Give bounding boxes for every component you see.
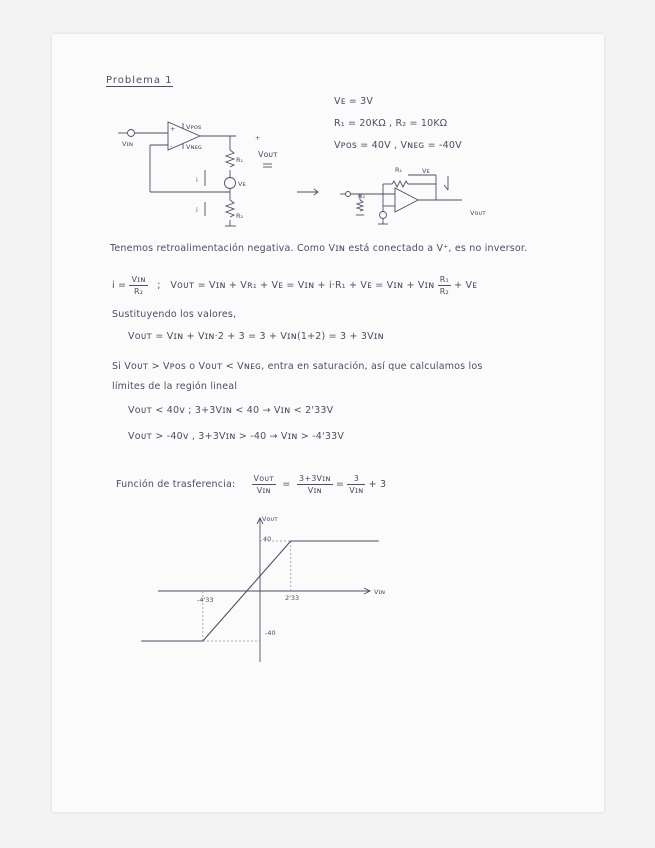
param-ve: Vᴇ = 3V	[334, 96, 374, 107]
label-vout-plus: +	[255, 134, 261, 142]
equation-vout: Vᴏᴜᴛ = Vɪɴ + Vɪɴ·2 + 3 = 3 + Vɪɴ(1+2) = 3 + 3Vɪɴ	[128, 331, 384, 342]
text-linear-region: límites de la región lineal	[112, 381, 238, 392]
label-vneg: Vɴᴇɢ	[186, 143, 202, 151]
text-substituting: Sustituyendo los valores,	[112, 309, 237, 320]
graph-ylabel: Vᴏᴜᴛ	[262, 515, 278, 523]
eq1-frac2-den: R₂	[439, 287, 449, 296]
label-ve-2: Vᴇ	[422, 167, 430, 175]
label-ve: Vᴇ	[238, 180, 246, 188]
eq1-frac-den: R₂	[133, 287, 144, 296]
tf-f1-num: Vᴏᴜᴛ	[253, 474, 274, 483]
graph-ytick-bottom: -40	[265, 629, 276, 637]
label-vout: Vᴏᴜᴛ	[258, 150, 278, 159]
eq1-i-lhs: i =	[112, 280, 127, 291]
param-resistors: R₁ = 20KΩ , R₂ = 10KΩ	[334, 118, 448, 129]
text-negative-feedback: Tenemos retroalimentación negativa. Como Vɪɴ está conectado a V⁺, es no inversor.	[110, 243, 528, 254]
eq1-tail: + Vᴇ	[454, 280, 478, 291]
label-r2-2: R₂	[358, 192, 366, 200]
label-r1-2: R₁	[395, 166, 403, 174]
limit-lower: Vᴏᴜᴛ > -40v , 3+3Vɪɴ > -40 → Vɪɴ > -4'33V	[128, 431, 345, 442]
label-vpos: Vᴘᴏs	[186, 123, 202, 131]
tf-eq-1: =	[282, 479, 291, 490]
text-saturation: Si Vᴏᴜᴛ > Vᴘᴏs o Vᴏᴜᴛ < Vɴᴇɢ, entra en saturación, así que calculamos los	[112, 361, 483, 372]
tf-f3-den: Vɪɴ	[349, 486, 364, 495]
graph-xlabel: Vɪɴ	[374, 588, 385, 596]
label-vout-2: Vᴏᴜᴛ	[470, 209, 486, 217]
problem-title-text: Problema 1	[106, 75, 173, 86]
graph-ytick-top: 40	[263, 535, 272, 543]
tf-f2-den: Vɪɴ	[307, 486, 322, 495]
transfer-label: Función de trasferencia:	[116, 479, 236, 490]
limit-upper: Vᴏᴜᴛ < 40v ; 3+3Vɪɴ < 40 → Vɪɴ < 2'33V	[128, 405, 334, 416]
tf-f2-num: 3+3Vɪɴ	[299, 474, 331, 483]
graph-xtick-right: 2'33	[285, 594, 300, 602]
eq1-frac-num: Vɪɴ	[131, 275, 146, 284]
tf-tail: + 3	[368, 479, 387, 490]
eq1-vout: Vᴏᴜᴛ = Vɪɴ + Vʀ₁ + Vᴇ = Vɪɴ + i·R₁ + Vᴇ = Vɪɴ + Vɪɴ	[170, 280, 435, 291]
label-minus: -	[170, 142, 173, 150]
graph-xtick-left: -4'33	[197, 596, 214, 604]
label-r1: R₁	[236, 156, 244, 164]
tf-f3-num: 3	[347, 473, 365, 485]
eq1-frac2-num: R₁	[439, 275, 449, 284]
label-r2: R₂	[236, 212, 244, 220]
label-plus: +	[170, 125, 176, 133]
label-vin: Vɪɴ	[122, 140, 133, 148]
label-current-2: i	[196, 206, 198, 214]
param-supplies: Vᴘᴏs = 40V , Vɴᴇɢ = -40V	[334, 140, 462, 151]
tf-eq-2: =	[335, 479, 345, 490]
eq1-semicolon: ;	[157, 280, 161, 291]
label-current-1: i	[196, 176, 198, 184]
tf-f1-den: Vɪɴ	[256, 486, 271, 495]
